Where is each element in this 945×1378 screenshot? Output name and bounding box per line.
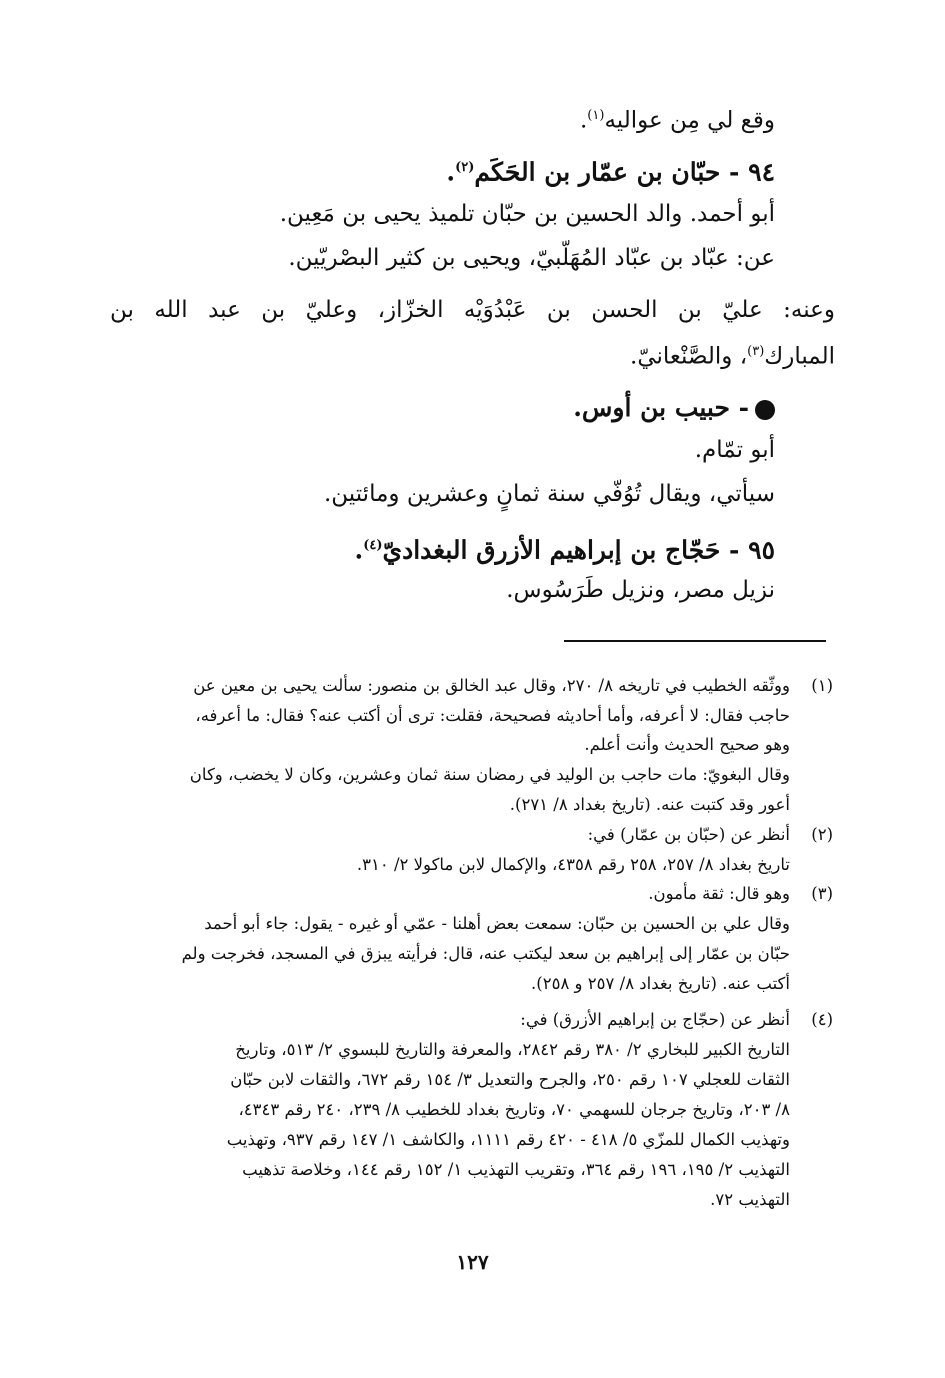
footnote-line: وتهذيب الكمال للمزّي ٥/ ٤١٨ - ٤٢٠ رقم ١١١١، والكاشف ١/ ١٤٧ رقم ٩٣٧، وتهذيب [226,1130,790,1149]
footnote-number: (١) [811,676,833,695]
habib-heading [573,392,775,424]
entry-95-desc: نزيل مصر، ونزيل طَرَسُوس. [506,577,775,603]
punct: . [354,535,364,565]
line-text: المبارك [764,343,835,370]
footnote-ref: (٤) [363,538,383,553]
footnote-line: حاجب فقال: لا أعرفه، وأما أحاديثه فصحيحة، فقلت: ترى أن أكتب عنه؟ فقال: ما أعرفه، [195,706,790,725]
bullet-icon [755,400,775,420]
page-number: ١٢٧ [456,1250,489,1274]
entry-95-heading [355,530,776,566]
footnote-number: (٣) [811,884,833,903]
entry-94-students-line1: وعنه: عليّ بن الحسن بن عَبْدُوَيْه الخزّاز، وعليّ بن عبد الله بن [110,297,835,323]
habib-kunya: أبو تمّام. [694,437,775,463]
entry-title: ٩٥ - حَجّاج بن إبراهيم الأزرق البغداديّ [382,535,775,565]
entry-94-students-line2 [630,336,835,373]
footnote-line: ٨/ ٢٠٣، وتاريخ جرجان للسهمي ٧٠، وتاريخ بغداد للخطيب ٨/ ٢٣٩، ٢٤٠ رقم ٤٣٤٣، [238,1100,790,1119]
footnote-line: أنظر عن (حبّان بن عمّار) في: [587,825,790,844]
entry-title: ٩٤ - حبّان بن عمّار بن الحَكَم [474,157,775,187]
footnote-line: وقال البغويّ: مات حاجب بن الوليد في رمضان سنة ثمان وعشرين، وكان لا يخضب، وكان [189,765,790,784]
entry-94-heading [446,152,775,188]
footnote-ref: (١) [587,108,605,123]
footnote-line: التاريخ الكبير للبخاري ٢/ ٣٨٠ رقم ٢٨٤٢، والمعرفة والتاريخ للبسوي ٢/ ٥١٣، وتاريخ [235,1040,790,1059]
footnote-ref: (٣) [747,344,765,359]
habib-note: سيأتي، ويقال تُوُفّي سنة ثمانٍ وعشرين ومائتين. [323,481,775,507]
line-text: ، والصَّنْعانيّ. [630,343,748,370]
footnote-line: وهو صحيح الحديث وأنت أعلم. [584,735,790,754]
entry-94-from: عن: عبّاد بن عبّاد المُهَلّبيّ، ويحيى بن كثير البصْريّين. [288,245,775,271]
footnote-number: (٢) [811,825,833,844]
text-line-1 [580,100,775,137]
footnote-line: وقال علي بن الحسين بن حبّان: سمعت بعض أهلنا - عمّي أو غيره - يقول: جاء أبو أحمد [204,914,790,933]
footnote-ref: (٢) [455,160,475,175]
punct: . [446,157,456,187]
footnote-separator [564,640,826,642]
line-text: وقع لي مِن عواليه [604,107,775,134]
entry-94-kunya: أبو أحمد. والد الحسين بن حبّان تلميذ يحيى بن مَعِين. [279,201,775,227]
footnote-line: تاريخ بغداد ٨/ ٢٥٧، ٢٥٨ رقم ٤٣٥٨، والإكمال لابن ماكولا ٢/ ٣١٠. [356,855,790,874]
footnote-line: الثقات للعجلي ١٠٧ رقم ٢٥٠، والجرح والتعديل ٣/ ١٥٤ رقم ٦٧٢، والثقات لابن حبّان [230,1070,790,1089]
footnote-line: وهو قال: ثقة مأمون. [648,884,790,903]
entry-title: - حبيب بن أوس. [573,393,749,422]
footnote-number: (٤) [811,1010,833,1029]
footnote-line: حبّان بن عمّار إلى إبراهيم بن سعد ليكتب عنه، قال: فرأيته يبزق في المسجد، فخرجت ولم [181,944,790,963]
footnote-line: أنظر عن (حجّاج بن إبراهيم الأزرق) في: [520,1010,790,1029]
punct: . [579,107,588,134]
footnote-line: ووثّقه الخطيب في تاريخه ٨/ ٢٧٠، وقال عبد الخالق بن منصور: سألت يحيى بن معين عن [193,676,790,695]
footnote-line: التهذيب ٢/ ١٩٥، ١٩٦ رقم ٣٦٤، وتقريب التهذيب ١/ ١٥٢ رقم ١٤٤، وخلاصة تذهيب [242,1160,790,1179]
footnote-line: أعور وقد كتبت عنه. (تاريخ بغداد ٨/ ٢٧١). [509,795,790,814]
footnote-line: التهذيب ٧٢. [710,1190,790,1209]
footnote-line: أكتب عنه. (تاريخ بغداد ٨/ ٢٥٧ و ٢٥٨). [531,974,790,993]
